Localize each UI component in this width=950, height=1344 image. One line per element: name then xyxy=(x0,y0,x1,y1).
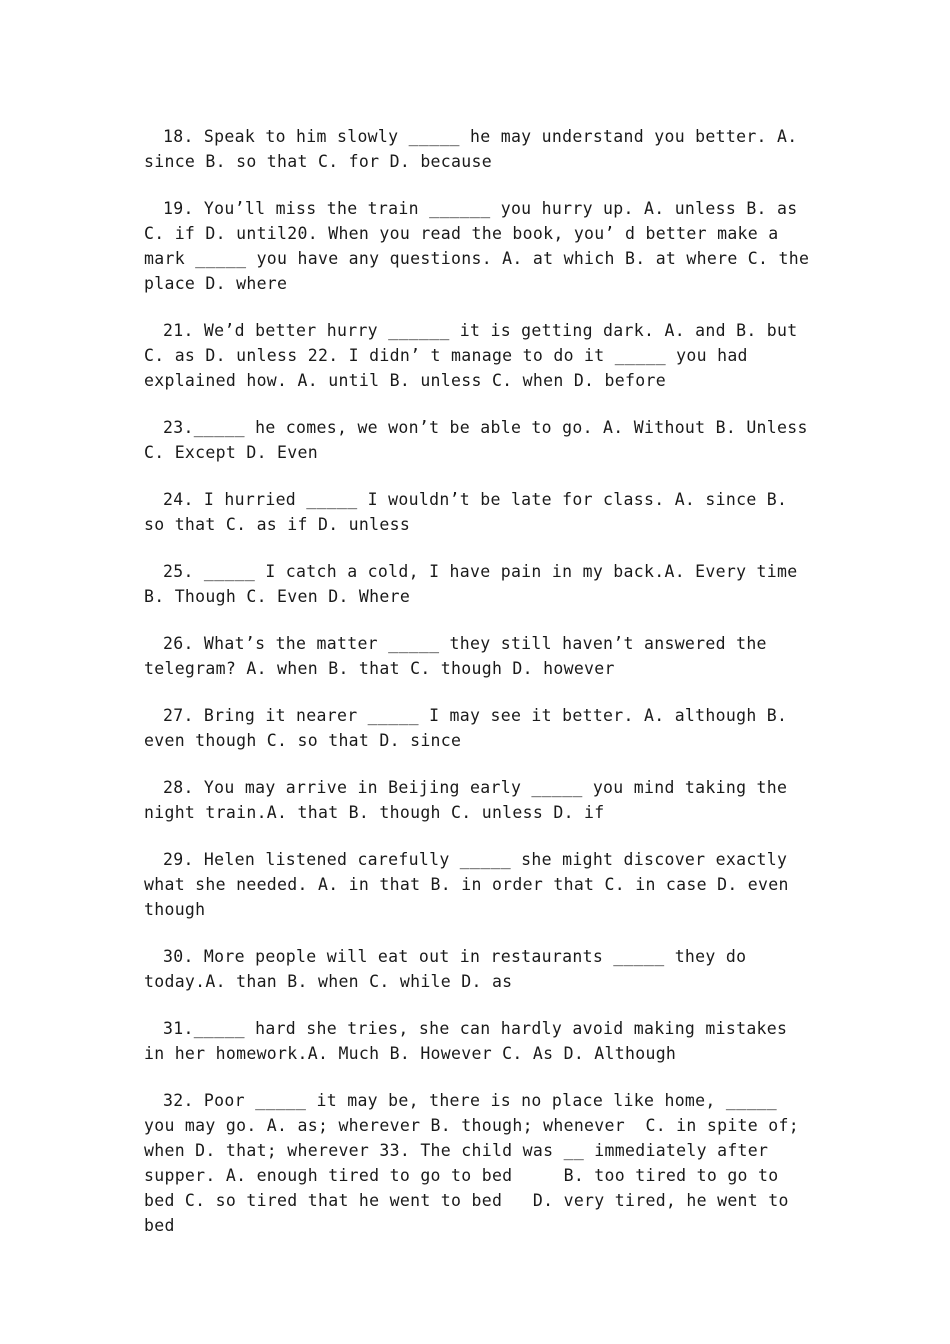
question-29: 29. Helen listened carefully _____ she might discover exactly what she needed. A. in that B. in order that C. in case D. even though xyxy=(144,850,799,919)
question-32-33: 32. Poor _____ it may be, there is no place like home, _____ you may go. A. as; wherever B. though; whenever C. in spite of; when D. that; wherever 33. The child was __ immediately after supper. A. enough tired to go to bed B. too tired to go to bed C. so tired that he went to bed D. very tired, he went to bed xyxy=(144,1091,810,1235)
question-28: 28. You may arrive in Beijing early _____ you mind taking the night train.A. that B. though C. unless D. if xyxy=(144,778,798,822)
question-30: 30. More people will eat out in restaurants _____ they do today.A. than B. when C. while D. as xyxy=(144,947,757,991)
question-18: 18. Speak to him slowly _____ he may understand you better. A. since B. so that C. for D. because xyxy=(144,127,808,171)
question-31: 31._____ hard she tries, she can hardly avoid making mistakes in her homework.A. Much B. However C. As D. Although xyxy=(144,1019,798,1063)
question-27: 27. Bring it nearer _____ I may see it better. A. although B. even though C. so that D. since xyxy=(144,706,798,750)
question-26: 26. What’s the matter _____ they still haven’t answered the telegram? A. when B. that C. though D. however xyxy=(144,634,778,678)
question-19-20: 19. You’ll miss the train ______ you hurry up. A. unless B. as C. if D. until20. When you read the book, you’ d better make a mark _____ you have any questions. A. at which B. at where C. the place D. where xyxy=(144,199,820,293)
question-24: 24. I hurried _____ I wouldn’t be late for class. A. since B. so that C. as if D. unless xyxy=(144,490,798,534)
document-body xyxy=(144,124,820,1260)
question-23: 23._____ he comes, we won’t be able to go. A. Without B. Unless C. Except D. Even xyxy=(144,418,818,462)
question-21-22: 21. We’d better hurry ______ it is getting dark. A. and B. but C. as D. unless 22. I didn’ t manage to do it _____ you had explained how. A. until B. unless C. when D. before xyxy=(144,321,808,390)
question-25: 25. _____ I catch a cold, I have pain in my back.A. Every time B. Though C. Even D. Where xyxy=(144,562,808,606)
